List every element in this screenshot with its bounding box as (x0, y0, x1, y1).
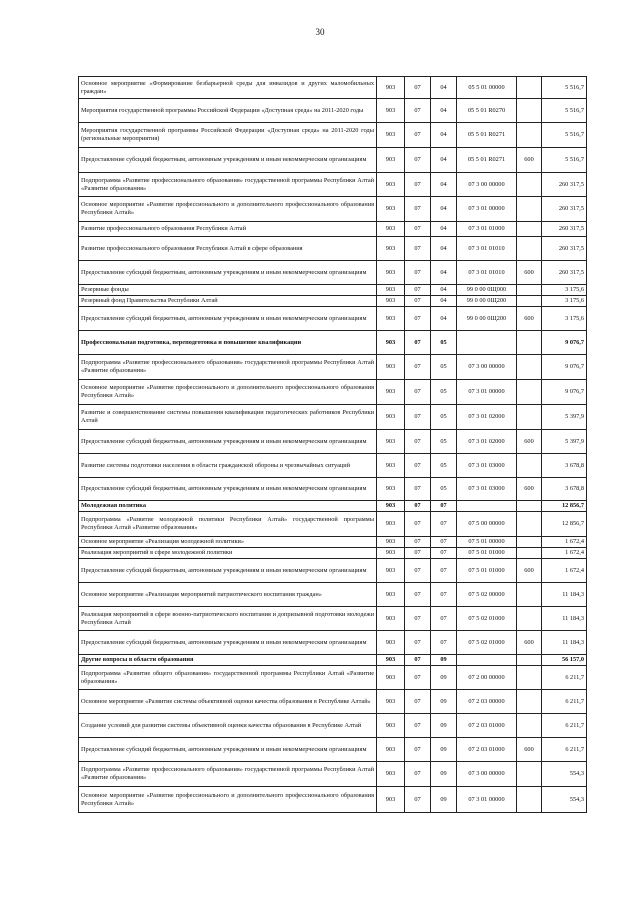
row-section-cell: 07 (405, 173, 431, 197)
row-expense-type-cell (517, 331, 542, 355)
row-expense-type-cell: 600 (517, 559, 542, 583)
row-amount-cell: 5 516,7 (542, 77, 587, 99)
row-section-cell: 07 (405, 583, 431, 607)
row-section-cell: 07 (405, 655, 431, 666)
row-section-cell: 07 (405, 607, 431, 631)
row-ved-cell: 903 (377, 666, 405, 690)
row-target-article-cell: 07 3 01 02000 (457, 430, 517, 454)
row-subsection-cell: 04 (431, 99, 457, 123)
row-target-article-cell: 07 2 03 01000 (457, 738, 517, 762)
row-subsection-cell: 07 (431, 559, 457, 583)
row-subsection-cell: 09 (431, 666, 457, 690)
row-subsection-cell: 07 (431, 607, 457, 631)
row-ved-cell: 903 (377, 478, 405, 501)
row-name-cell: Развитие профессионального образования Республики Алтай в сфере образования (79, 237, 377, 261)
row-amount-cell: 3 175,6 (542, 296, 587, 307)
table-row (79, 148, 587, 173)
row-ved-cell: 903 (377, 607, 405, 631)
row-name-cell: Развитие профессионального образования Республики Алтай (79, 222, 377, 237)
row-name-cell: Подпрограмма «Развитие профессионального образования» государственной программы Республики Алтай «Развитие образования» (79, 355, 377, 380)
row-amount-cell: 554,3 (542, 787, 587, 813)
row-expense-type-cell (517, 762, 542, 787)
row-amount-cell: 11 184,3 (542, 583, 587, 607)
row-expense-type-cell (517, 296, 542, 307)
row-expense-type-cell (517, 583, 542, 607)
row-amount-cell: 12 856,7 (542, 501, 587, 512)
row-ved-cell: 903 (377, 331, 405, 355)
row-target-article-cell: 07 5 01 01000 (457, 559, 517, 583)
row-expense-type-cell (517, 355, 542, 380)
row-target-article-cell: 07 3 01 00000 (457, 380, 517, 405)
table-row (79, 501, 587, 512)
row-expense-type-cell (517, 99, 542, 123)
row-amount-cell: 6 211,7 (542, 714, 587, 738)
table-row (79, 296, 587, 307)
row-ved-cell: 903 (377, 173, 405, 197)
row-target-article-cell: 07 5 02 01000 (457, 631, 517, 655)
row-name-cell: Основное мероприятие «Формирование безбарьерной среды для инвалидов и других маломобильных граждан» (79, 77, 377, 99)
table-row (79, 478, 587, 501)
row-expense-type-cell: 600 (517, 631, 542, 655)
row-amount-cell: 56 157,0 (542, 655, 587, 666)
row-section-cell: 07 (405, 197, 431, 222)
row-amount-cell: 6 211,7 (542, 666, 587, 690)
row-section-cell: 07 (405, 501, 431, 512)
table-row (79, 285, 587, 296)
row-expense-type-cell (517, 548, 542, 559)
row-section-cell: 07 (405, 559, 431, 583)
row-target-article-cell: 99 0 00 0Щ000 (457, 285, 517, 296)
row-name-cell: Предоставление субсидий бюджетным, автономным учреждениям и иным некоммерческим организациям (79, 430, 377, 454)
table-row (79, 655, 587, 666)
table-row (79, 454, 587, 478)
row-expense-type-cell (517, 123, 542, 148)
table-row (79, 762, 587, 787)
table-row (79, 331, 587, 355)
row-ved-cell: 903 (377, 454, 405, 478)
row-ved-cell: 903 (377, 501, 405, 512)
table-row (79, 787, 587, 813)
row-subsection-cell: 04 (431, 237, 457, 261)
row-target-article-cell: 07 2 00 00000 (457, 666, 517, 690)
row-subsection-cell: 07 (431, 537, 457, 548)
budget-table-body (79, 77, 587, 813)
row-target-article-cell: 07 3 00 00000 (457, 762, 517, 787)
row-amount-cell: 3 175,6 (542, 307, 587, 331)
row-subsection-cell: 07 (431, 512, 457, 537)
row-expense-type-cell (517, 655, 542, 666)
row-ved-cell: 903 (377, 123, 405, 148)
row-expense-type-cell: 600 (517, 148, 542, 173)
row-name-cell: Реализация мероприятий в сфере военно-патриотического воспитания и допризывной подготовки молодежи Республики Алтай (79, 607, 377, 631)
row-ved-cell: 903 (377, 197, 405, 222)
row-amount-cell: 260 317,5 (542, 173, 587, 197)
row-subsection-cell: 04 (431, 261, 457, 285)
table-row (79, 714, 587, 738)
row-section-cell: 07 (405, 512, 431, 537)
row-section-cell: 07 (405, 690, 431, 714)
row-amount-cell: 554,3 (542, 762, 587, 787)
row-name-cell: Резервные фонды (79, 285, 377, 296)
table-row (79, 380, 587, 405)
row-name-cell: Основное мероприятие «Развитие профессионального и дополнительного профессионального образования Республики Алтай» (79, 380, 377, 405)
table-row (79, 607, 587, 631)
table-row (79, 99, 587, 123)
row-target-article-cell: 07 3 01 02000 (457, 405, 517, 430)
row-section-cell: 07 (405, 99, 431, 123)
table-row (79, 123, 587, 148)
row-ved-cell: 903 (377, 559, 405, 583)
row-name-cell: Предоставление субсидий бюджетным, автономным учреждениям и иным некоммерческим организациям (79, 631, 377, 655)
row-subsection-cell: 04 (431, 197, 457, 222)
table-row (79, 537, 587, 548)
row-amount-cell: 260 317,5 (542, 261, 587, 285)
table-row (79, 548, 587, 559)
row-expense-type-cell (517, 666, 542, 690)
page-number: 30 (315, 27, 325, 37)
row-target-article-cell: 07 5 00 00000 (457, 512, 517, 537)
row-expense-type-cell (517, 237, 542, 261)
row-subsection-cell: 05 (431, 380, 457, 405)
row-target-article-cell: 07 2 03 01000 (457, 714, 517, 738)
row-expense-type-cell (517, 512, 542, 537)
row-name-cell: Реализация мероприятий в сфере молодежной политики (79, 548, 377, 559)
row-amount-cell: 9 076,7 (542, 380, 587, 405)
row-subsection-cell: 04 (431, 77, 457, 99)
row-subsection-cell: 04 (431, 296, 457, 307)
row-section-cell: 07 (405, 285, 431, 296)
row-section-cell: 07 (405, 123, 431, 148)
row-name-cell: Основное мероприятие «Развитие системы объективной оценки качества образования в Республике Алтай» (79, 690, 377, 714)
row-ved-cell: 903 (377, 655, 405, 666)
row-ved-cell: 903 (377, 512, 405, 537)
row-expense-type-cell: 600 (517, 430, 542, 454)
row-ved-cell: 903 (377, 714, 405, 738)
row-expense-type-cell: 600 (517, 478, 542, 501)
row-expense-type-cell (517, 714, 542, 738)
row-target-article-cell: 05 5 01 00000 (457, 77, 517, 99)
row-name-cell: Подпрограмма «Развитие профессионального образования» государственной программы Республики Алтай «Развитие образования» (79, 173, 377, 197)
row-expense-type-cell (517, 454, 542, 478)
row-target-article-cell: 05 5 01 R0270 (457, 99, 517, 123)
row-section-cell: 07 (405, 537, 431, 548)
row-target-article-cell: 07 3 01 01010 (457, 261, 517, 285)
row-expense-type-cell (517, 197, 542, 222)
row-subsection-cell: 05 (431, 430, 457, 454)
row-section-cell: 07 (405, 380, 431, 405)
row-target-article-cell: 07 5 02 00000 (457, 583, 517, 607)
row-expense-type-cell (517, 537, 542, 548)
row-expense-type-cell (517, 77, 542, 99)
row-section-cell: 07 (405, 548, 431, 559)
row-ved-cell: 903 (377, 762, 405, 787)
row-ved-cell: 903 (377, 405, 405, 430)
row-name-cell: Создание условий для развития системы объективной оценки качества образования в Республике Алтай (79, 714, 377, 738)
row-expense-type-cell (517, 607, 542, 631)
row-expense-type-cell (517, 405, 542, 430)
row-subsection-cell: 05 (431, 355, 457, 380)
row-expense-type-cell (517, 690, 542, 714)
row-ved-cell: 903 (377, 222, 405, 237)
row-name-cell: Предоставление субсидий бюджетным, автономным учреждениям и иным некоммерческим организациям (79, 559, 377, 583)
row-ved-cell: 903 (377, 537, 405, 548)
row-name-cell: Предоставление субсидий бюджетным, автономным учреждениям и иным некоммерческим организациям (79, 738, 377, 762)
row-section-cell: 07 (405, 77, 431, 99)
row-name-cell: Мероприятия государственной программы Российской Федерации «Доступная среда» на 2011-2020 годы (региональные мероприятия) (79, 123, 377, 148)
row-expense-type-cell (517, 222, 542, 237)
row-name-cell: Основное мероприятие «Развитие профессионального и дополнительного профессионального образования Республики Алтай» (79, 787, 377, 813)
row-expense-type-cell (517, 380, 542, 405)
row-section-cell: 07 (405, 307, 431, 331)
row-name-cell: Молодежная политика (79, 501, 377, 512)
row-subsection-cell: 09 (431, 690, 457, 714)
row-amount-cell: 9 076,7 (542, 331, 587, 355)
row-amount-cell: 6 211,7 (542, 690, 587, 714)
row-target-article-cell: 07 5 01 00000 (457, 537, 517, 548)
row-subsection-cell: 05 (431, 478, 457, 501)
row-section-cell: 07 (405, 666, 431, 690)
row-name-cell: Мероприятия государственной программы Российской Федерации «Доступная среда» на 2011-2020 годы (79, 99, 377, 123)
row-target-article-cell: 07 5 02 01000 (457, 607, 517, 631)
row-amount-cell: 260 317,5 (542, 222, 587, 237)
row-target-article-cell: 05 5 01 R0271 (457, 123, 517, 148)
row-target-article-cell: 07 3 01 00000 (457, 787, 517, 813)
table-row (79, 631, 587, 655)
table-row (79, 77, 587, 99)
row-amount-cell: 3 678,8 (542, 478, 587, 501)
row-subsection-cell: 04 (431, 285, 457, 296)
budget-table (78, 76, 587, 813)
table-row (79, 666, 587, 690)
row-subsection-cell: 07 (431, 501, 457, 512)
row-subsection-cell: 09 (431, 762, 457, 787)
table-row (79, 237, 587, 261)
row-name-cell: Подпрограмма «Развитие общего образования» государственной программы Республики Алтай «Развитие образования» (79, 666, 377, 690)
row-name-cell: Резервный фонд Правительства Республики Алтай (79, 296, 377, 307)
row-subsection-cell: 05 (431, 454, 457, 478)
row-section-cell: 07 (405, 714, 431, 738)
row-subsection-cell: 07 (431, 583, 457, 607)
row-subsection-cell: 09 (431, 714, 457, 738)
row-section-cell: 07 (405, 454, 431, 478)
row-name-cell: Развитие системы подготовки населения в области гражданской обороны и чрезвычайных ситуаций (79, 454, 377, 478)
row-ved-cell: 903 (377, 430, 405, 454)
table-row (79, 261, 587, 285)
row-section-cell: 07 (405, 296, 431, 307)
row-ved-cell: 903 (377, 237, 405, 261)
row-name-cell: Подпрограмма «Развитие профессионального образования» государственной программы Республики Алтай «Развитие образования» (79, 762, 377, 787)
row-ved-cell: 903 (377, 77, 405, 99)
table-row (79, 430, 587, 454)
row-expense-type-cell (517, 787, 542, 813)
row-ved-cell: 903 (377, 548, 405, 559)
row-ved-cell: 903 (377, 355, 405, 380)
row-ved-cell: 903 (377, 99, 405, 123)
row-name-cell: Предоставление субсидий бюджетным, автономным учреждениям и иным некоммерческим организациям (79, 478, 377, 501)
row-amount-cell: 1 672,4 (542, 548, 587, 559)
table-row (79, 405, 587, 430)
row-name-cell: Другие вопросы в области образования (79, 655, 377, 666)
table-row (79, 738, 587, 762)
row-amount-cell: 11 184,3 (542, 607, 587, 631)
row-section-cell: 07 (405, 787, 431, 813)
row-name-cell: Развитие и совершенствование системы повышения квалификации педагогических работников Республики Алтай (79, 405, 377, 430)
row-subsection-cell: 04 (431, 222, 457, 237)
table-row (79, 559, 587, 583)
row-section-cell: 07 (405, 478, 431, 501)
table-row (79, 583, 587, 607)
row-target-article-cell: 07 3 01 00000 (457, 197, 517, 222)
row-amount-cell: 5 516,7 (542, 123, 587, 148)
row-amount-cell: 6 211,7 (542, 738, 587, 762)
row-target-article-cell (457, 501, 517, 512)
row-amount-cell: 260 317,5 (542, 237, 587, 261)
row-target-article-cell: 07 3 01 01000 (457, 222, 517, 237)
row-target-article-cell: 07 3 01 03000 (457, 454, 517, 478)
row-target-article-cell: 07 3 01 03000 (457, 478, 517, 501)
table-row (79, 690, 587, 714)
row-amount-cell: 12 856,7 (542, 512, 587, 537)
row-expense-type-cell (517, 173, 542, 197)
row-subsection-cell: 09 (431, 787, 457, 813)
row-target-article-cell (457, 331, 517, 355)
row-section-cell: 07 (405, 331, 431, 355)
row-subsection-cell: 05 (431, 405, 457, 430)
row-ved-cell: 903 (377, 307, 405, 331)
row-subsection-cell: 04 (431, 173, 457, 197)
row-target-article-cell: 07 2 03 00000 (457, 690, 517, 714)
table-row (79, 355, 587, 380)
row-ved-cell: 903 (377, 296, 405, 307)
table-row (79, 222, 587, 237)
table-row (79, 173, 587, 197)
row-name-cell: Подпрограмма «Развитие молодежной политики Республики Алтай» государственной программы Республики Алтай «Развитие образования» (79, 512, 377, 537)
row-expense-type-cell: 600 (517, 738, 542, 762)
row-amount-cell: 5 397,9 (542, 405, 587, 430)
row-subsection-cell: 04 (431, 123, 457, 148)
row-section-cell: 07 (405, 631, 431, 655)
row-subsection-cell: 07 (431, 631, 457, 655)
table-row (79, 197, 587, 222)
row-ved-cell: 903 (377, 285, 405, 296)
row-ved-cell: 903 (377, 787, 405, 813)
row-target-article-cell: 07 5 01 01000 (457, 548, 517, 559)
row-amount-cell: 3 175,6 (542, 285, 587, 296)
row-ved-cell: 903 (377, 631, 405, 655)
table-row (79, 512, 587, 537)
row-name-cell: Основное мероприятие «Реализация молодежной политики» (79, 537, 377, 548)
row-section-cell: 07 (405, 762, 431, 787)
row-ved-cell: 903 (377, 261, 405, 285)
row-name-cell: Профессиональная подготовка, переподготовка и повышение квалификации (79, 331, 377, 355)
row-amount-cell: 11 184,3 (542, 631, 587, 655)
row-expense-type-cell: 600 (517, 261, 542, 285)
row-ved-cell: 903 (377, 148, 405, 173)
row-subsection-cell: 05 (431, 331, 457, 355)
row-section-cell: 07 (405, 355, 431, 380)
row-target-article-cell: 99 0 00 0Щ200 (457, 307, 517, 331)
row-ved-cell: 903 (377, 380, 405, 405)
table-row (79, 307, 587, 331)
row-section-cell: 07 (405, 237, 431, 261)
row-subsection-cell: 04 (431, 148, 457, 173)
row-section-cell: 07 (405, 222, 431, 237)
row-ved-cell: 903 (377, 738, 405, 762)
row-expense-type-cell (517, 501, 542, 512)
row-amount-cell: 5 516,7 (542, 148, 587, 173)
row-section-cell: 07 (405, 261, 431, 285)
row-amount-cell: 1 672,4 (542, 559, 587, 583)
row-target-article-cell: 07 3 01 01010 (457, 237, 517, 261)
row-name-cell: Предоставление субсидий бюджетным, автономным учреждениям и иным некоммерческим организациям (79, 307, 377, 331)
row-name-cell: Основное мероприятие «Развитие профессионального и дополнительного профессионального образования Республики Алтай» (79, 197, 377, 222)
row-name-cell: Предоставление субсидий бюджетным, автономным учреждениям и иным некоммерческим организациям (79, 148, 377, 173)
row-ved-cell: 903 (377, 690, 405, 714)
row-subsection-cell: 04 (431, 307, 457, 331)
row-amount-cell: 3 678,8 (542, 454, 587, 478)
row-expense-type-cell: 600 (517, 307, 542, 331)
row-target-article-cell: 07 3 00 00000 (457, 355, 517, 380)
row-section-cell: 07 (405, 738, 431, 762)
row-section-cell: 07 (405, 148, 431, 173)
row-amount-cell: 5 516,7 (542, 99, 587, 123)
row-ved-cell: 903 (377, 583, 405, 607)
row-amount-cell: 260 317,5 (542, 197, 587, 222)
row-target-article-cell: 99 0 00 0Щ200 (457, 296, 517, 307)
row-subsection-cell: 09 (431, 655, 457, 666)
row-name-cell: Предоставление субсидий бюджетным, автономным учреждениям и иным некоммерческим организациям (79, 261, 377, 285)
row-amount-cell: 5 397,9 (542, 430, 587, 454)
row-expense-type-cell (517, 285, 542, 296)
row-section-cell: 07 (405, 405, 431, 430)
row-subsection-cell: 07 (431, 548, 457, 559)
row-name-cell: Основное мероприятие «Реализация мероприятий патриотического воспитания граждан» (79, 583, 377, 607)
row-amount-cell: 9 076,7 (542, 355, 587, 380)
row-amount-cell: 1 672,4 (542, 537, 587, 548)
row-section-cell: 07 (405, 430, 431, 454)
row-target-article-cell: 07 3 00 00000 (457, 173, 517, 197)
row-target-article-cell (457, 655, 517, 666)
row-subsection-cell: 09 (431, 738, 457, 762)
row-target-article-cell: 05 5 01 R0271 (457, 148, 517, 173)
